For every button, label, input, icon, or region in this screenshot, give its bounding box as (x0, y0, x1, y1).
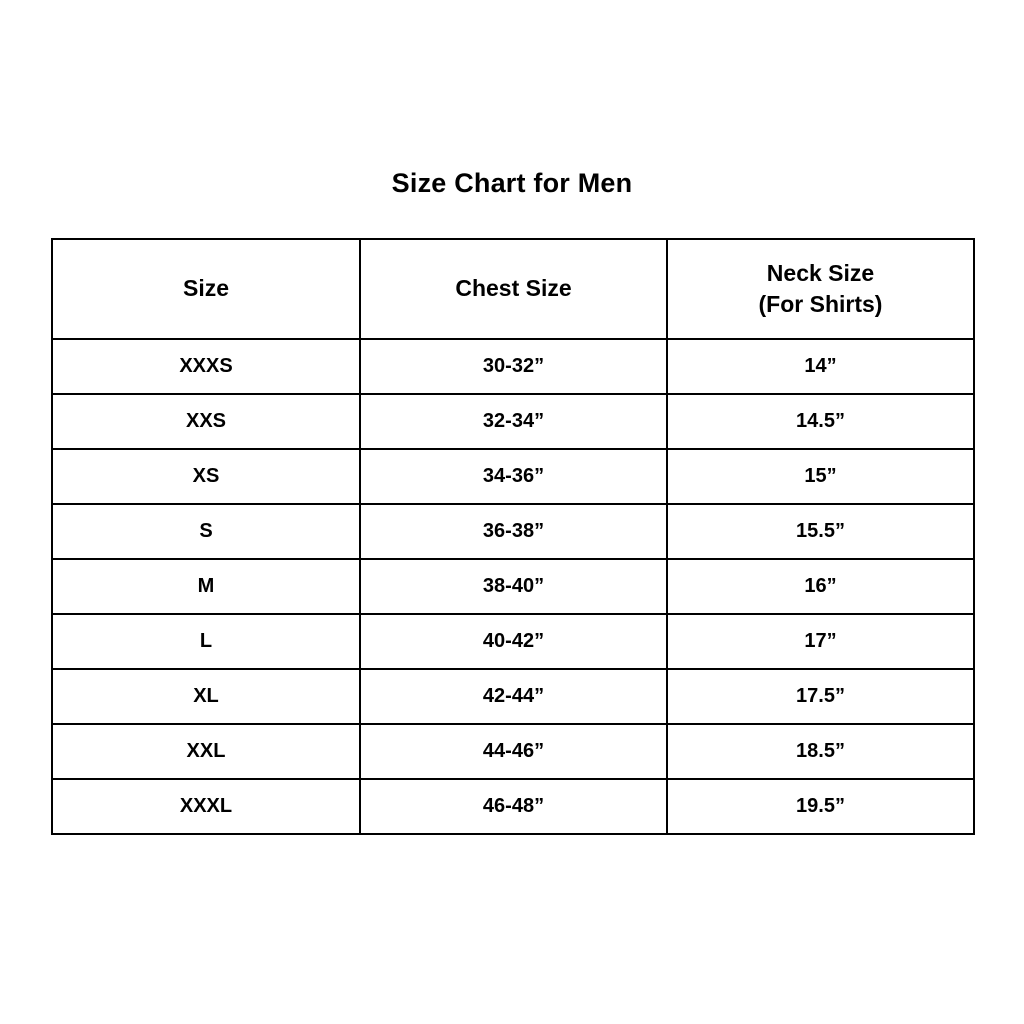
table-body (52, 339, 974, 834)
cell-size: XS (52, 449, 360, 504)
cell-neck: 15.5” (667, 504, 974, 559)
cell-chest: 44-46” (360, 724, 667, 779)
table-row (52, 339, 974, 394)
table-row (52, 724, 974, 779)
table-header-row (52, 239, 974, 339)
table-row (52, 669, 974, 724)
cell-neck: 16” (667, 559, 974, 614)
cell-size: XXXS (52, 339, 360, 394)
cell-chest: 46-48” (360, 779, 667, 834)
cell-chest: 30-32” (360, 339, 667, 394)
size-chart-table (51, 238, 975, 835)
cell-size: XXL (52, 724, 360, 779)
cell-chest: 42-44” (360, 669, 667, 724)
cell-size: XL (52, 669, 360, 724)
cell-neck: 19.5” (667, 779, 974, 834)
table-header (52, 239, 974, 339)
table-row (52, 559, 974, 614)
column-header-size (52, 239, 360, 339)
cell-size: M (52, 559, 360, 614)
size-chart-table-container (51, 238, 973, 835)
cell-size: XXS (52, 394, 360, 449)
cell-neck: 17.5” (667, 669, 974, 724)
column-header-chest-size (360, 239, 667, 339)
cell-size: XXXL (52, 779, 360, 834)
table-row (52, 614, 974, 669)
cell-neck: 14” (667, 339, 974, 394)
table-row (52, 394, 974, 449)
column-header-neck-size-sublabel: (For Shirts) (758, 291, 883, 317)
cell-chest: 38-40” (360, 559, 667, 614)
cell-chest: 32-34” (360, 394, 667, 449)
cell-chest: 34-36” (360, 449, 667, 504)
cell-neck: 14.5” (667, 394, 974, 449)
cell-neck: 15” (667, 449, 974, 504)
column-header-neck-size (667, 239, 974, 339)
page-title: Size Chart for Men (391, 168, 633, 198)
column-header-neck-size-label: Neck Size (766, 259, 875, 286)
cell-chest: 36-38” (360, 504, 667, 559)
cell-neck: 18.5” (667, 724, 974, 779)
table-row (52, 449, 974, 504)
column-header-size-label: Size (182, 275, 230, 302)
cell-neck: 17” (667, 614, 974, 669)
table-row (52, 504, 974, 559)
cell-size: S (52, 504, 360, 559)
column-header-chest-size-label: Chest Size (455, 275, 572, 302)
cell-size: L (52, 614, 360, 669)
cell-chest: 40-42” (360, 614, 667, 669)
table-row (52, 779, 974, 834)
